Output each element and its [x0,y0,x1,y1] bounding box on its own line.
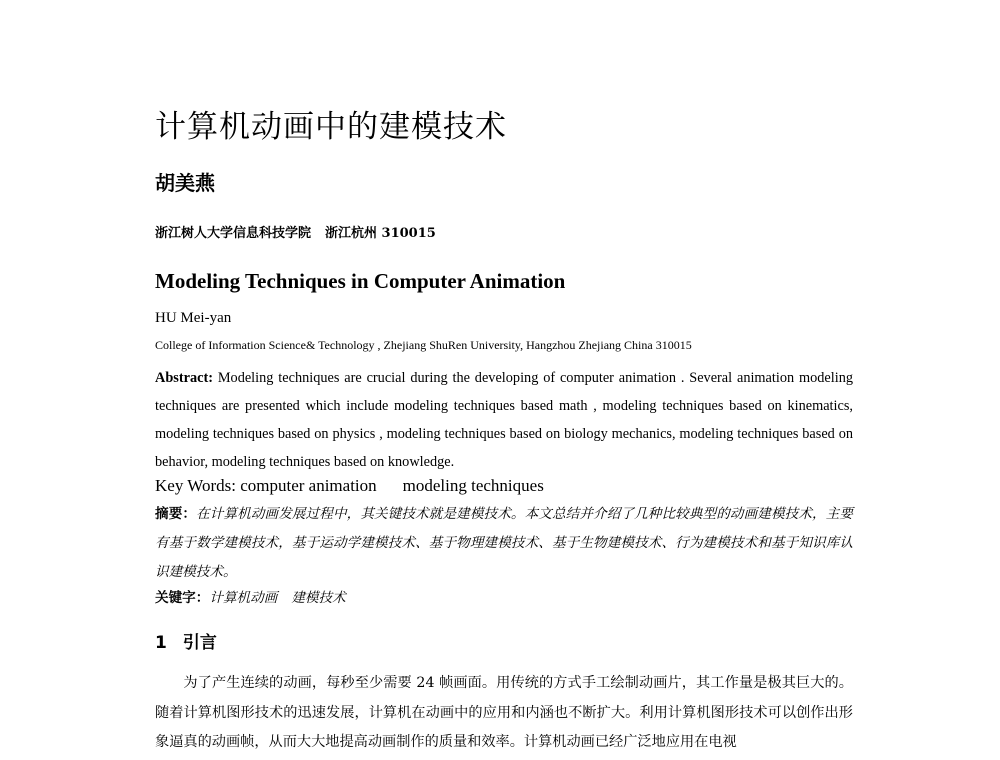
chinese-affiliation-school: 浙江树人大学信息科技学院 [155,226,312,241]
section-heading [155,628,217,653]
english-abstract [155,364,853,476]
chinese-affiliation [155,222,436,241]
chinese-abstract [155,500,853,587]
english-title: Modeling Techniques in Computer Animation [155,269,566,293]
chinese-abstract-label: 摘要： [155,506,197,522]
keywords-label: Key Words: [155,476,236,495]
chinese-keyword-item: 计算机动画 [209,590,278,606]
chinese-keyword-item: 建模技术 [291,590,346,606]
chinese-title: 计算机动画中的建模技术 [155,109,507,145]
chinese-keywords [155,586,346,606]
english-keywords [155,476,544,496]
abstract-label: Abstract: [155,370,213,386]
keyword-item: computer animation [240,476,377,495]
english-affiliation: College of Information Science& Technology , Zhejiang ShuRen University, Hangzhou Zhejiang China 310015 [155,338,692,352]
abstract-text: Modeling techniques are crucial during the developing of computer animation . Several animation modeling techniques are presented which include modeling techniques based math , modeling techniques based on kinematics, modeling techniques based on physics , modeling techniques based on biology mechanics, modeling techniques based on behavior, modeling techniques based on knowledge. [155,370,853,470]
chinese-affiliation-location: 浙江杭州 310015 [325,226,436,241]
chinese-keywords-label: 关键字： [155,590,210,606]
chinese-abstract-text: 在计算机动画发展过程中，其关键技术就是建模技术。本文总结并介绍了几种比较典型的动画建模技术，主要有基于数学建模技术，基于运动学建模技术、基于物理建模技术、基于生物建模技术、行为建模技术和基于知识库认识建模技术。 [155,506,854,580]
section-number: 1 [155,633,167,653]
chinese-author: 胡美燕 [155,171,215,195]
keyword-item: modeling techniques [402,476,544,495]
body-paragraph: 为了产生连续的动画，每秒至少需要 24 帧画面。用传统的方式手工绘制动画片，其工作量是极其巨大的。随着计算机图形技术的迅速发展，计算机在动画中的应用和内涵也不断扩大。利用计算机图形技术可以创作出形象逼真的动画帧，从而大大地提高动画制作的质量和效率。计算机动画已经广泛地应用在电视 [155,675,853,750]
english-author: HU Mei-yan [155,310,232,326]
section-title: 引言 [182,633,217,653]
